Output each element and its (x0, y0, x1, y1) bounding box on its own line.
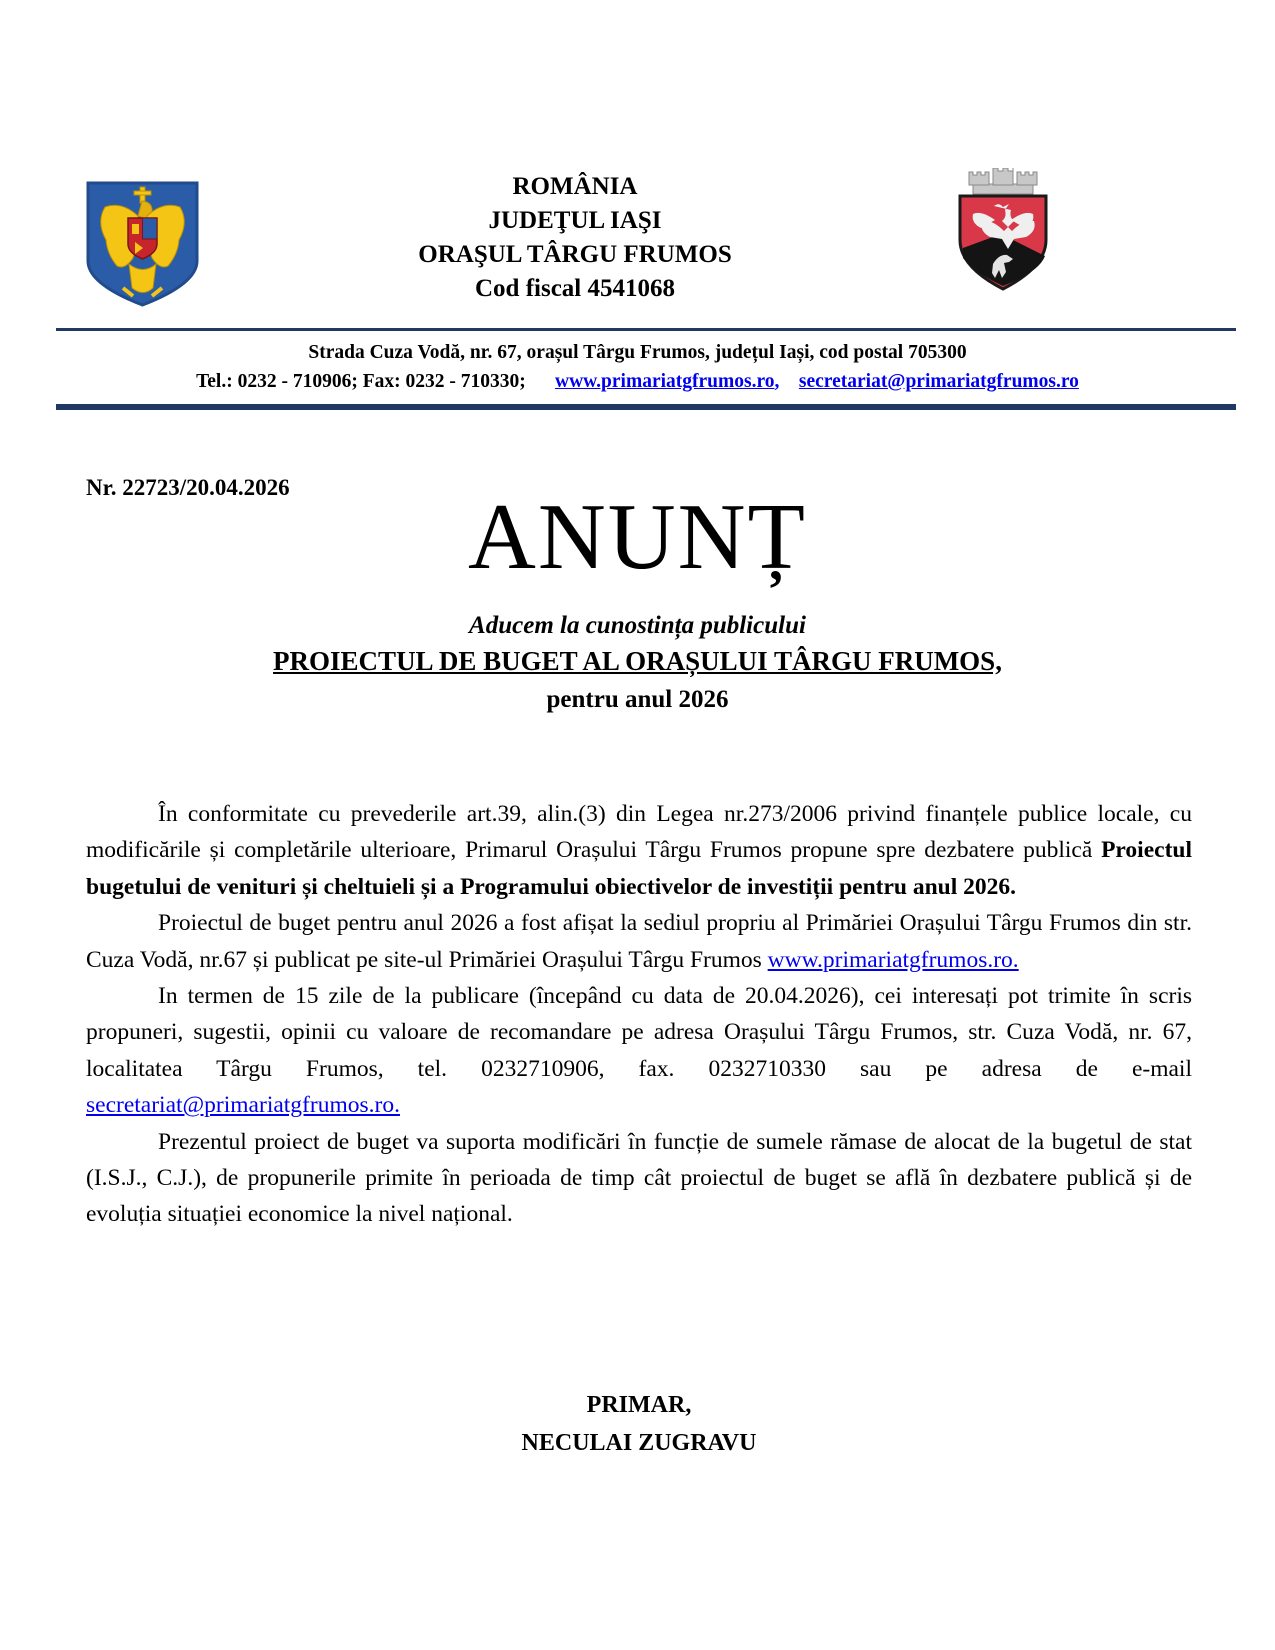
body-website-link[interactable]: www.primariatgfrumos.ro. (767, 946, 1019, 973)
email-link[interactable]: secretariat@primariatgfrumos.ro (798, 371, 1079, 392)
subtitle-project: PROIECTUL DE BUGET AL ORAȘULUI TÂRGU FRUMOS, (273, 646, 1002, 676)
document-title: ANUNȚ (468, 485, 807, 589)
contact-line (56, 367, 1219, 396)
header-country: ROMÂNIA (512, 173, 638, 200)
romania-coat-of-arms-icon (85, 180, 200, 308)
phone-fax-text: Tel.: 0232 - 710906; Fax: 0232 - 710330; (196, 371, 526, 392)
paragraph-legal-basis (86, 796, 1192, 905)
paragraph-legal-basis-text: În conformitate cu prevederile art.39, alin.(3) din Legea nr.273/2006 privind finanțele publice locale, cu modificările și completările ulterioare, Primarul Orașului Târgu Frumos propune spre dezbatere publică (86, 801, 1192, 864)
subtitle-year: pentru anul 2026 (546, 686, 729, 713)
paragraph-legal-basis-bold: Proiectul bugetului de venituri și cheltuieli și a Programului obiectivelor de investiții pentru anul 2026. (86, 837, 1192, 900)
signature-role: PRIMAR, (586, 1392, 692, 1418)
signature-name: NECULAI ZUGRAVU (521, 1430, 757, 1456)
header-divider-thin (56, 328, 1236, 331)
subtitle-announce: Aducem la cunostința publicului (469, 612, 806, 639)
paragraph-deadline-text: In termen de 15 zile de la publicare (începând cu data de 20.04.2026), cei interesați pot trimite în scris propuneri, sugestii, opinii cu valoare de recomandare pe adresa Orașului Târgu Frumos, str. Cuza Vodă, nr. 67, localitatea Târgu Frumos, tel. 0232710906, fax. 0232710330 sau pe adresa de e-mail (86, 983, 1192, 1082)
paragraph-posting (86, 905, 1192, 978)
header-address-block (56, 338, 1219, 396)
registration-number: Nr. 22723/20.04.2026 (86, 475, 290, 500)
targu-frumos-coat-of-arms-icon (953, 168, 1053, 292)
header-county: JUDEŢUL IAŞI (488, 207, 662, 234)
body-text-block (86, 796, 1192, 1233)
address-line: Strada Cuza Vodă, nr. 67, orașul Târgu Frumos, județul Iași, cod postal 705300 (308, 342, 967, 363)
header-city: ORAŞUL TÂRGU FRUMOS (418, 241, 732, 268)
header-fiscal-code: Cod fiscal 4541068 (475, 275, 675, 302)
paragraph-modifications: Prezentul proiect de buget va suporta modificări în funcție de sumele rămase de alocat de la bugetul de stat (I.S.J., C.J.), de propunerile primite în perioada de timp cât proiectul de buget se află în dezbatere publică și de evoluția situației economice la nivel național. (86, 1128, 1192, 1228)
paragraph-posting-text: Proiectul de buget pentru anul 2026 a fost afișat la sediul propriu al Primăriei Orașului Târgu Frumos din str. Cuza Vodă, nr.67 și publicat pe site-ul Primăriei Orașului Târgu Frumos (86, 910, 1192, 973)
header-divider-thick (56, 404, 1236, 410)
website-link[interactable]: www.primariatgfrumos.ro (554, 371, 775, 392)
body-email-link[interactable]: secretariat@primariatgfrumos.ro. (86, 1092, 400, 1119)
signature-block (86, 1386, 1192, 1462)
paragraph-deadline (86, 978, 1192, 1124)
link-separator: , (774, 371, 780, 392)
header-institution-block (200, 170, 950, 306)
